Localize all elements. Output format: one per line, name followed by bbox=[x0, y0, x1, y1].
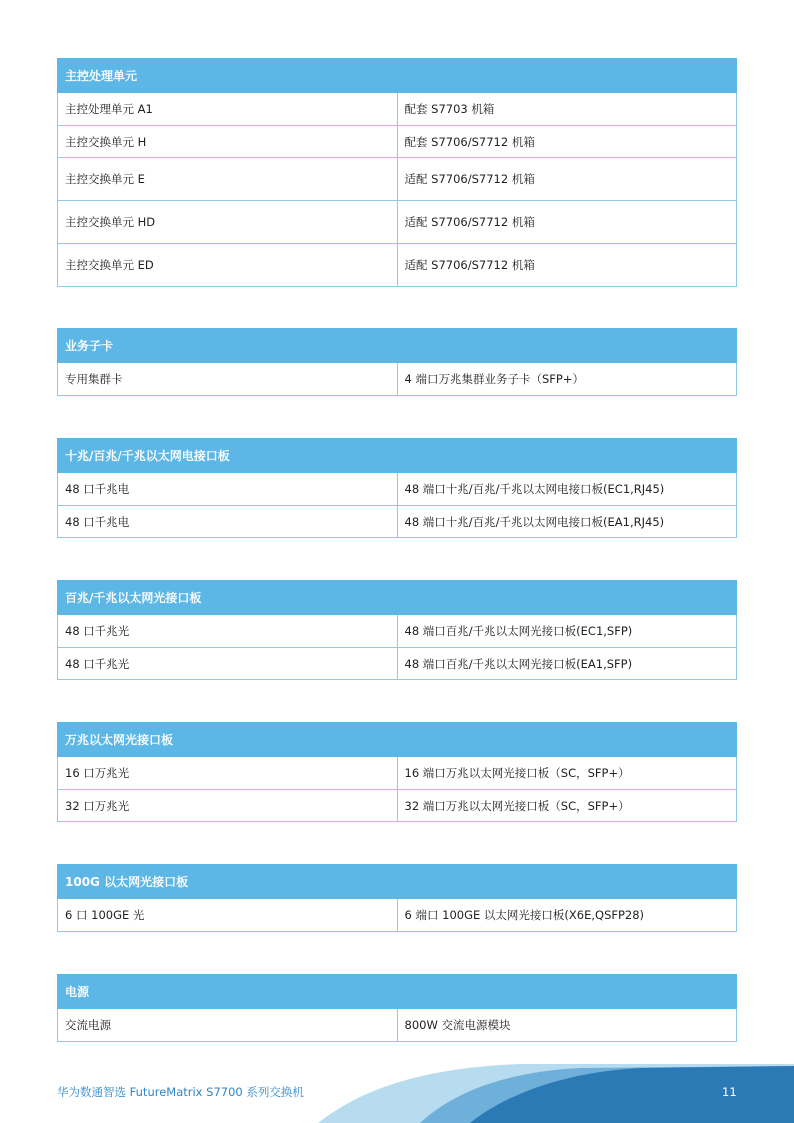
spec-table-10g-optical bbox=[57, 722, 737, 822]
footer-brand: 华为数通智选 FutureMatrix S7700 系列交换机 bbox=[57, 1085, 304, 1099]
section-title: 100G 以太网光接口板 bbox=[58, 865, 737, 899]
spec-table-power bbox=[57, 974, 737, 1042]
item-name: 交流电源 bbox=[58, 1009, 398, 1042]
table-row bbox=[58, 158, 737, 201]
table-row bbox=[58, 757, 737, 790]
item-name: 48 口千兆电 bbox=[58, 506, 398, 538]
spec-table-electrical-ports bbox=[57, 438, 737, 538]
table-row bbox=[58, 363, 737, 396]
item-name: 主控交换单元 HD bbox=[58, 201, 398, 244]
item-desc: 配套 S7706/S7712 机箱 bbox=[397, 126, 737, 158]
item-name: 48 口千兆电 bbox=[58, 473, 398, 506]
item-desc: 48 端口百兆/千兆以太网光接口板(EC1,SFP) bbox=[397, 615, 737, 648]
table-row bbox=[58, 790, 737, 822]
table-row bbox=[58, 244, 737, 287]
item-desc: 6 端口 100GE 以太网光接口板(X6E,QSFP28) bbox=[397, 899, 737, 932]
item-name: 主控交换单元 ED bbox=[58, 244, 398, 287]
item-name: 32 口万兆光 bbox=[58, 790, 398, 822]
item-desc: 32 端口万兆以太网光接口板（SC，SFP+） bbox=[397, 790, 737, 822]
item-name: 48 口千兆光 bbox=[58, 615, 398, 648]
table-row bbox=[58, 1009, 737, 1042]
item-name: 主控处理单元 A1 bbox=[58, 93, 398, 126]
item-desc: 适配 S7706/S7712 机箱 bbox=[397, 244, 737, 287]
section-header bbox=[58, 975, 737, 1009]
section-header bbox=[58, 329, 737, 363]
page-number: 11 bbox=[722, 1085, 737, 1099]
spec-table-main-control bbox=[57, 58, 737, 287]
section-title: 业务子卡 bbox=[58, 329, 737, 363]
section-header bbox=[58, 723, 737, 757]
table-row bbox=[58, 615, 737, 648]
section-header bbox=[58, 59, 737, 93]
item-name: 主控交换单元 H bbox=[58, 126, 398, 158]
section-title: 万兆以太网光接口板 bbox=[58, 723, 737, 757]
item-name: 48 口千兆光 bbox=[58, 648, 398, 680]
section-header bbox=[58, 581, 737, 615]
item-desc: 配套 S7703 机箱 bbox=[397, 93, 737, 126]
item-desc: 800W 交流电源模块 bbox=[397, 1009, 737, 1042]
item-desc: 16 端口万兆以太网光接口板（SC，SFP+） bbox=[397, 757, 737, 790]
item-name: 6 口 100GE 光 bbox=[58, 899, 398, 932]
item-name: 主控交换单元 E bbox=[58, 158, 398, 201]
table-row bbox=[58, 126, 737, 158]
section-header bbox=[58, 439, 737, 473]
table-row bbox=[58, 201, 737, 244]
item-name: 16 口万兆光 bbox=[58, 757, 398, 790]
table-row bbox=[58, 506, 737, 538]
section-title: 十兆/百兆/千兆以太网电接口板 bbox=[58, 439, 737, 473]
item-desc: 适配 S7706/S7712 机箱 bbox=[397, 201, 737, 244]
section-header bbox=[58, 865, 737, 899]
section-title: 主控处理单元 bbox=[58, 59, 737, 93]
item-name: 专用集群卡 bbox=[58, 363, 398, 396]
item-desc: 适配 S7706/S7712 机箱 bbox=[397, 158, 737, 201]
item-desc: 48 端口十兆/百兆/千兆以太网电接口板(EC1,RJ45) bbox=[397, 473, 737, 506]
item-desc: 4 端口万兆集群业务子卡（SFP+） bbox=[397, 363, 737, 396]
spec-table-100g-optical bbox=[57, 864, 737, 932]
table-row bbox=[58, 93, 737, 126]
table-row bbox=[58, 473, 737, 506]
table-row bbox=[58, 899, 737, 932]
spec-table-optical-ports bbox=[57, 580, 737, 680]
table-row bbox=[58, 648, 737, 680]
spec-table-service-card bbox=[57, 328, 737, 396]
section-title: 电源 bbox=[58, 975, 737, 1009]
item-desc: 48 端口百兆/千兆以太网光接口板(EA1,SFP) bbox=[397, 648, 737, 680]
item-desc: 48 端口十兆/百兆/千兆以太网电接口板(EA1,RJ45) bbox=[397, 506, 737, 538]
section-title: 百兆/千兆以太网光接口板 bbox=[58, 581, 737, 615]
